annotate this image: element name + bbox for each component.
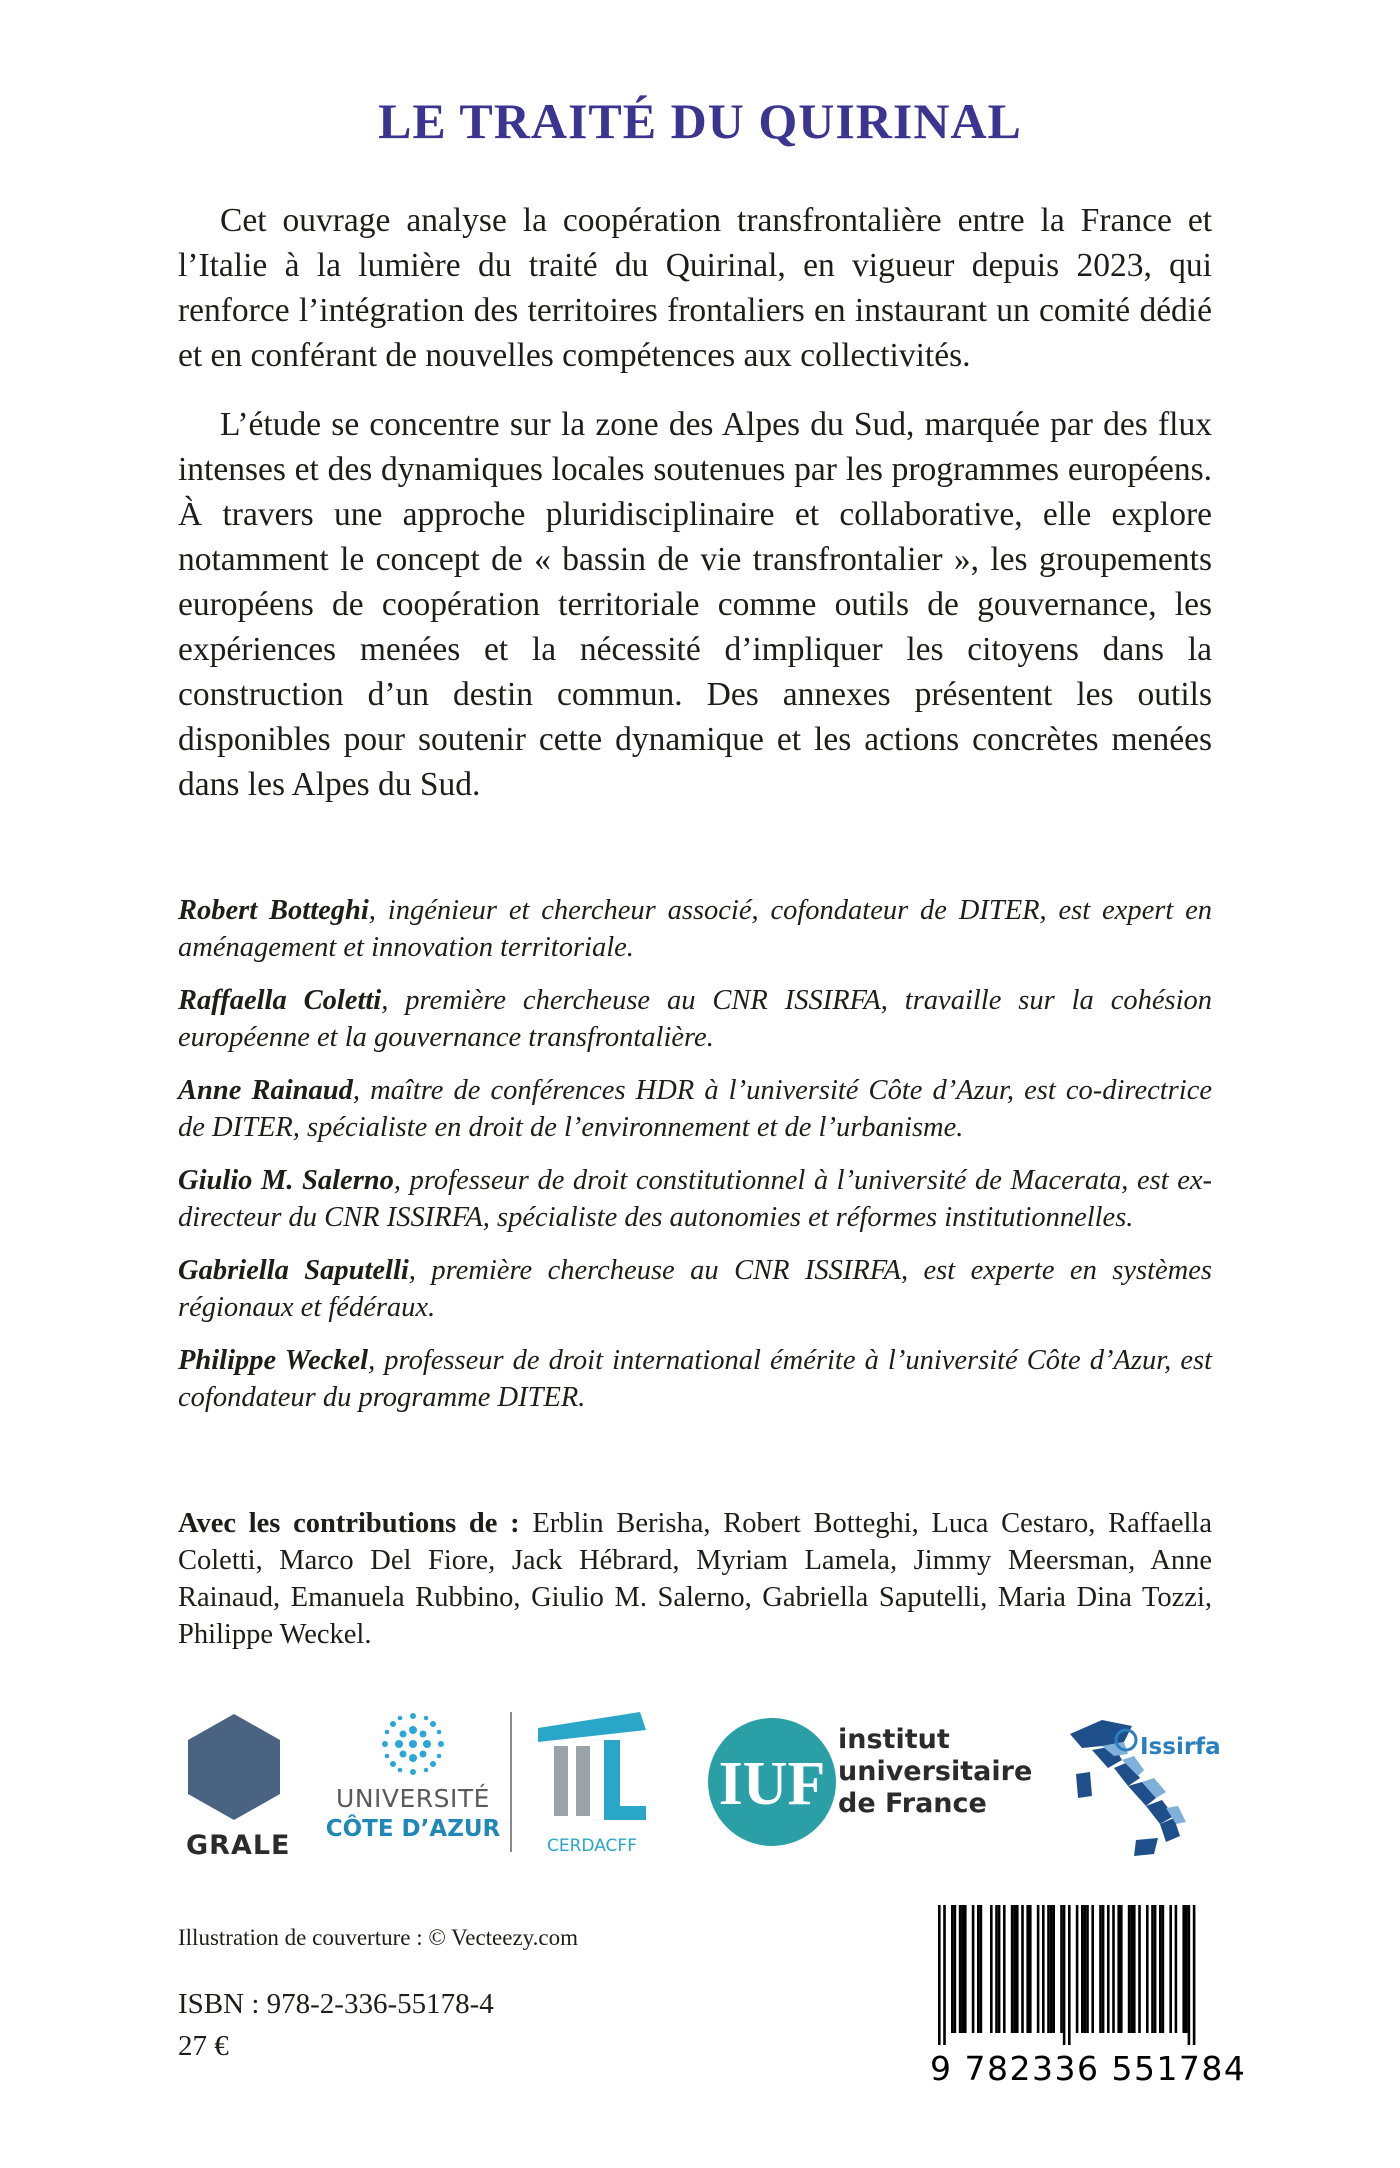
- author-bio: [178, 1162, 1212, 1236]
- cerdacff-logo: [532, 1712, 652, 1862]
- columns-icon: [532, 1712, 652, 1832]
- barcode-bars: [930, 1905, 1210, 2045]
- author-description: , première chercheuse au CNR ISSIRFA, travaille sur la cohésion européenne et la gouvernance transfrontalière.: [178, 985, 1213, 1053]
- iuf-text-line3: de France: [838, 1788, 987, 1819]
- author-bio: [178, 892, 1212, 966]
- barcode-bar: [1052, 1905, 1055, 2033]
- logo-divider: [510, 1712, 512, 1852]
- barcode-bar: [1047, 1905, 1050, 2033]
- barcode-bar: [1185, 1905, 1188, 2033]
- contributors-names: Erblin Berisha, Robert Botteghi, Luca Cestaro, Raffaella Coletti, Marco Del Fiore, Jack Hébrard, Myriam Lamela, Jimmy Meersman, Anne Rainaud, Emanuela Rubbino, Giulio M. Salerno, Gabriella Saputelli, Maria Dina Tozzi, Philippe Weckel.: [178, 1508, 1212, 1650]
- barcode-number: 9 782336 551784: [930, 2049, 1247, 2088]
- barcode-bar: [1102, 1905, 1105, 2033]
- author-name: Gabriella Saputelli: [178, 1255, 409, 1286]
- barcode-bar: [1037, 1905, 1040, 2033]
- barcode-bar: [1112, 1905, 1115, 2033]
- barcode-bar: [1086, 1905, 1089, 2033]
- author-name: Giulio M. Salerno: [178, 1165, 394, 1196]
- barcode-bar: [1159, 1905, 1162, 2033]
- barcode-bar: [972, 1905, 975, 2033]
- author-bios: [178, 892, 1212, 1432]
- book-title: LE TRAITÉ DU QUIRINAL: [378, 93, 1022, 149]
- dot-circle-icon: [318, 1708, 508, 1784]
- partner-logos: [0, 1700, 1400, 1870]
- barcode: [930, 1905, 1247, 2088]
- author-name: Anne Rainaud: [178, 1075, 353, 1106]
- cover-credit: Illustration de couverture : © Vecteezy.com: [178, 1925, 579, 1950]
- barcode-bar: [938, 1905, 941, 2045]
- barcode-bar: [1146, 1905, 1149, 2033]
- barcode-bar: [1060, 1905, 1063, 2033]
- barcode-bar: [1021, 1905, 1024, 2033]
- author-description: , première chercheuse au CNR ISSIRFA, est experte en systèmes régionaux et fédéraux.: [178, 1255, 1212, 1323]
- author-bio: [178, 1072, 1212, 1146]
- barcode-bar: [961, 1905, 964, 2033]
- iuf-logo-mark: [706, 1716, 838, 1848]
- contributors-lead: Avec les contributions de :: [178, 1508, 520, 1539]
- iuf-circle-icon: [706, 1716, 838, 1848]
- uca-logo-text-line1: UNIVERSITÉ: [336, 1784, 490, 1813]
- author-name: Philippe Weckel: [178, 1345, 369, 1376]
- issirfa-logo: [1062, 1712, 1242, 1862]
- barcode-bar: [998, 1905, 1001, 2033]
- barcode-bar: [1013, 1905, 1016, 2033]
- barcode-bar: [1128, 1905, 1131, 2033]
- summary-paragraph-2: L’étude se concentre sur la zone des Alpes du Sud, marquée par des flux intenses et des dynamiques locales soutenues par les programmes européens. À travers une approche pluridisciplinaire et collaborative, elle explore notamment le concept de « bassin de vie transfrontalier », les groupements européens de coopération territoriale comme outils de gouvernance, les expériences menées et la nécessité d’impliquer les citoyens dans la construction d’un destin commun. Des annexes présentent les outils disponibles pour soutenir cette dynamique et les actions concrètes menées dans les Alpes du Sud.: [178, 406, 1212, 803]
- price: 27 €: [178, 2030, 229, 2062]
- barcode-bar: [1011, 1905, 1014, 2033]
- author-bio: [178, 1252, 1212, 1326]
- contributors: [178, 1505, 1212, 1653]
- barcode-bar: [943, 1905, 946, 2045]
- barcode-bar: [1003, 1905, 1006, 2033]
- iuf-text-line2: universitaire: [838, 1756, 1033, 1787]
- barcode-bar: [1042, 1905, 1045, 2033]
- barcode-bar: [964, 1905, 967, 2033]
- barcode-bar: [1154, 1905, 1157, 2033]
- universite-cote-dazur-logo: [318, 1708, 508, 1858]
- barcode-bar: [951, 1905, 954, 2033]
- author-description: , professeur de droit constitutionnel à l’université de Macerata, est ex-directeur du CNR ISSIRFA, spécialiste des autonomies et réformes institutionnelles.: [178, 1165, 1212, 1233]
- barcode-bar: [1133, 1905, 1136, 2033]
- barcode-bar: [1050, 1905, 1053, 2033]
- grale-logo-text: GRALE: [186, 1830, 291, 1861]
- summary-paragraph-1: Cet ouvrage analyse la coopération transfrontalière entre la France et l’Italie à la lumière du traité du Quirinal, en vigueur depuis 2023, qui renforce l’intégration des territoires frontaliers en instaurant un comité dédié et en conférant de nouvelles compétences aux collectivités.: [178, 202, 1212, 374]
- barcode-bar: [1026, 1905, 1029, 2033]
- summary: [178, 198, 1212, 831]
- barcode-bar: [1138, 1905, 1141, 2033]
- barcode-bar: [1068, 1905, 1071, 2045]
- barcode-bar: [980, 1905, 983, 2033]
- barcode-bar: [1029, 1905, 1032, 2033]
- barcode-bar: [1063, 1905, 1066, 2045]
- author-bio: [178, 1342, 1212, 1416]
- barcode-bar: [1162, 1905, 1165, 2033]
- iuf-text-line1: institut: [838, 1724, 950, 1755]
- barcode-bar: [1120, 1905, 1123, 2033]
- barcode-bar: [1107, 1905, 1110, 2033]
- barcode-bar: [1091, 1905, 1094, 2033]
- cerdacff-logo-text: CERDACFF: [547, 1836, 637, 1856]
- barcode-bar: [1099, 1905, 1102, 2033]
- iuf-mark-text: IUF: [718, 1750, 826, 1818]
- barcode-bar: [954, 1905, 957, 2033]
- author-description: , professeur de droit international émérite à l’université Côte d’Azur, est cofondateur du programme DITER.: [178, 1345, 1212, 1413]
- author-description: , ingénieur et chercheur associé, cofondateur de DITER, est expert en aménagement et innovation territoriale.: [178, 895, 1212, 963]
- iuf-logo-text: [838, 1724, 1038, 1820]
- barcode-bar: [977, 1905, 980, 2033]
- author-name: Raffaella Coletti: [178, 985, 382, 1016]
- barcode-bar: [995, 1905, 998, 2033]
- barcode-bar: [1084, 1905, 1087, 2033]
- barcode-bar: [1188, 1905, 1191, 2045]
- barcode-bar: [1130, 1905, 1133, 2033]
- issirfa-logo-text: Issirfa: [1140, 1734, 1221, 1760]
- barcode-bar: [1193, 1905, 1196, 2045]
- barcode-bar: [959, 1905, 962, 2033]
- barcode-bar: [1151, 1905, 1154, 2033]
- uca-logo-text-line2: CÔTE D’AZUR: [325, 1816, 501, 1842]
- grale-logo: [186, 1712, 291, 1861]
- barcode-bar: [1016, 1905, 1019, 2033]
- barcode-bar: [1175, 1905, 1178, 2033]
- barcode-bar: [1169, 1905, 1172, 2033]
- author-description: , maître de conférences HDR à l’université Côte d’Azur, est co-directrice de DITER, spécialiste en droit de l’environnement et de l’urbanisme.: [178, 1075, 1212, 1143]
- barcode-bar: [1081, 1905, 1084, 2033]
- barcode-bar: [990, 1905, 993, 2033]
- author-bio: [178, 982, 1212, 1056]
- author-name: Robert Botteghi: [178, 895, 369, 926]
- barcode-bar: [1182, 1905, 1185, 2033]
- barcode-bar: [1117, 1905, 1120, 2033]
- hexagon-icon: [186, 1712, 282, 1822]
- barcode-bar: [1076, 1905, 1079, 2033]
- isbn: ISBN : 978-2-336-55178-4: [178, 1988, 494, 2020]
